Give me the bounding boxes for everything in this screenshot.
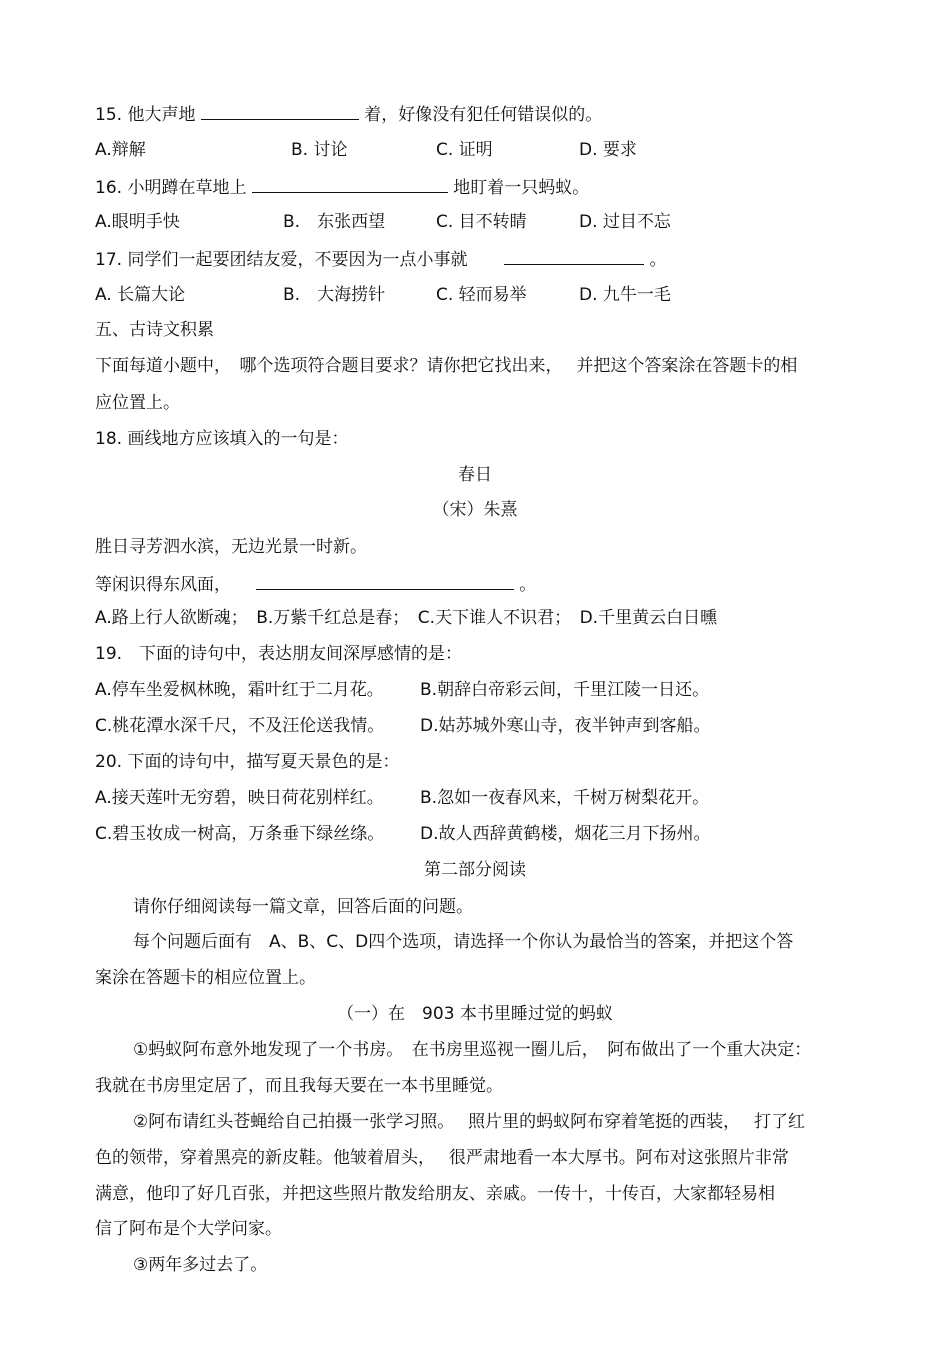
part-title: 第二部分阅读 — [424, 860, 526, 880]
section-instruction: 下面每道小题中， 哪个选项符合题目要求？请你把它找出来， 并把这个答案涂在答题卡的相 — [95, 356, 798, 376]
passage-title: （一）在 903 本书里睡过觉的蚂蚁 — [337, 1004, 613, 1024]
option-a: A.辩解 — [95, 140, 146, 160]
option-c: C. 目不转睛 — [436, 212, 527, 232]
section-title: 五、古诗文积累 — [95, 320, 214, 340]
option-b: B. 讨论 — [291, 140, 348, 160]
option-d: D. 过目不忘 — [579, 212, 671, 232]
paragraph-2-cont: 信了阿布是个大学问家。 — [95, 1219, 282, 1239]
option-a: A. 长篇大论 — [95, 285, 186, 305]
option-d: D. 九牛一毛 — [579, 285, 671, 305]
option-a: A.停车坐爱枫林晚，霜叶红于二月花。 — [95, 680, 384, 700]
poem-line: 胜日寻芳泗水滨，无边光景一时新。 — [95, 537, 367, 557]
option-b: B. 东张西望 — [283, 212, 386, 232]
part-instruction: 每个问题后面有 A、B、C、D四个选项，请选择一个你认为最恰当的答案，并把这个答 — [133, 932, 794, 952]
option-c: C. 轻而易举 — [436, 285, 527, 305]
option-a: A.接天莲叶无穷碧，映日荷花别样红。 — [95, 788, 384, 808]
question-16-prefix: 16. 小明蹲在草地上 — [95, 178, 247, 198]
paragraph-1-cont: 我就在书房里定居了，而且我每天要在一本书里睡觉。 — [95, 1076, 503, 1096]
poem-title: 春日 — [458, 465, 492, 485]
option-b: B.忽如一夜春风来，千树万树梨花开。 — [420, 788, 710, 808]
answer-blank — [252, 176, 448, 193]
option-d: D. 要求 — [579, 140, 637, 160]
paragraph-3: ③两年多过去了。 — [133, 1255, 268, 1275]
paragraph-1: ①蚂蚁阿布意外地发现了一个书房。 在书房里巡视一圈儿后， 阿布做出了一个重大决定： — [133, 1040, 812, 1060]
answer-blank — [256, 573, 514, 590]
question-17 — [95, 248, 667, 270]
question-16-suffix: 地盯着一只蚂蚁。 — [453, 178, 590, 198]
question-15 — [95, 103, 602, 125]
question-17-prefix: 17. 同学们一起要团结友爱，不要因为一点小事就 — [95, 250, 468, 270]
option-c: C.桃花潭水深千尺，不及汪伦送我情。 — [95, 716, 385, 736]
section-instruction-cont: 应位置上。 — [95, 393, 180, 413]
option-d: D.姑苏城外寒山寺，夜半钟声到客船。 — [420, 716, 711, 736]
option-d: D.故人西辞黄鹤楼，烟花三月下扬州。 — [420, 824, 711, 844]
answer-blank — [201, 103, 359, 120]
question-20-stem: 20. 下面的诗句中，描写夏天景色的是： — [95, 752, 400, 772]
paragraph-2-cont: 满意，他印了好几百张，并把这些照片散发给朋友、亲戚。一传十，十传百，大家都轻易相 — [95, 1184, 775, 1204]
poem-line-suffix: 。 — [519, 575, 537, 595]
question-18-options: A.路上行人欲断魂； B.万紫千红总是春； C.天下谁人不识君； D.千里黄云白日曛 — [95, 608, 718, 628]
part-instruction: 请你仔细阅读每一篇文章，回答后面的问题。 — [133, 897, 473, 917]
paragraph-2: ②阿布请红头苍蝇给自己拍摄一张学习照。 照片里的蚂蚁阿布穿着笔挺的西装， 打了红 — [133, 1112, 806, 1132]
poem-author: （宋）朱熹 — [432, 500, 518, 520]
question-16 — [95, 176, 589, 198]
option-b: B. 大海捞针 — [283, 285, 386, 305]
question-18-stem: 18. 画线地方应该填入的一句是： — [95, 429, 349, 449]
question-17-suffix: 。 — [649, 250, 667, 270]
part-instruction-cont: 案涂在答题卡的相应位置上。 — [95, 968, 316, 988]
poem-line-with-blank — [95, 573, 536, 595]
question-15-suffix: 着，好像没有犯任何错误似的。 — [364, 105, 603, 125]
option-c: C.碧玉妆成一树高，万条垂下绿丝绦。 — [95, 824, 385, 844]
option-b: B.朝辞白帝彩云间，千里江陵一日还。 — [420, 680, 710, 700]
question-19-stem: 19. 下面的诗句中，表达朋友间深厚感情的是： — [95, 644, 463, 664]
question-15-prefix: 15. 他大声地 — [95, 105, 196, 125]
option-c: C. 证明 — [436, 140, 493, 160]
paragraph-2-cont: 色的领带，穿着黑亮的新皮鞋。他皱着眉头， 很严肃地看一本大厚书。阿布对这张照片非常 — [95, 1148, 789, 1168]
option-a: A.眼明手快 — [95, 212, 180, 232]
poem-line-prefix: 等闲识得东风面， — [95, 575, 231, 595]
answer-blank — [504, 248, 644, 265]
